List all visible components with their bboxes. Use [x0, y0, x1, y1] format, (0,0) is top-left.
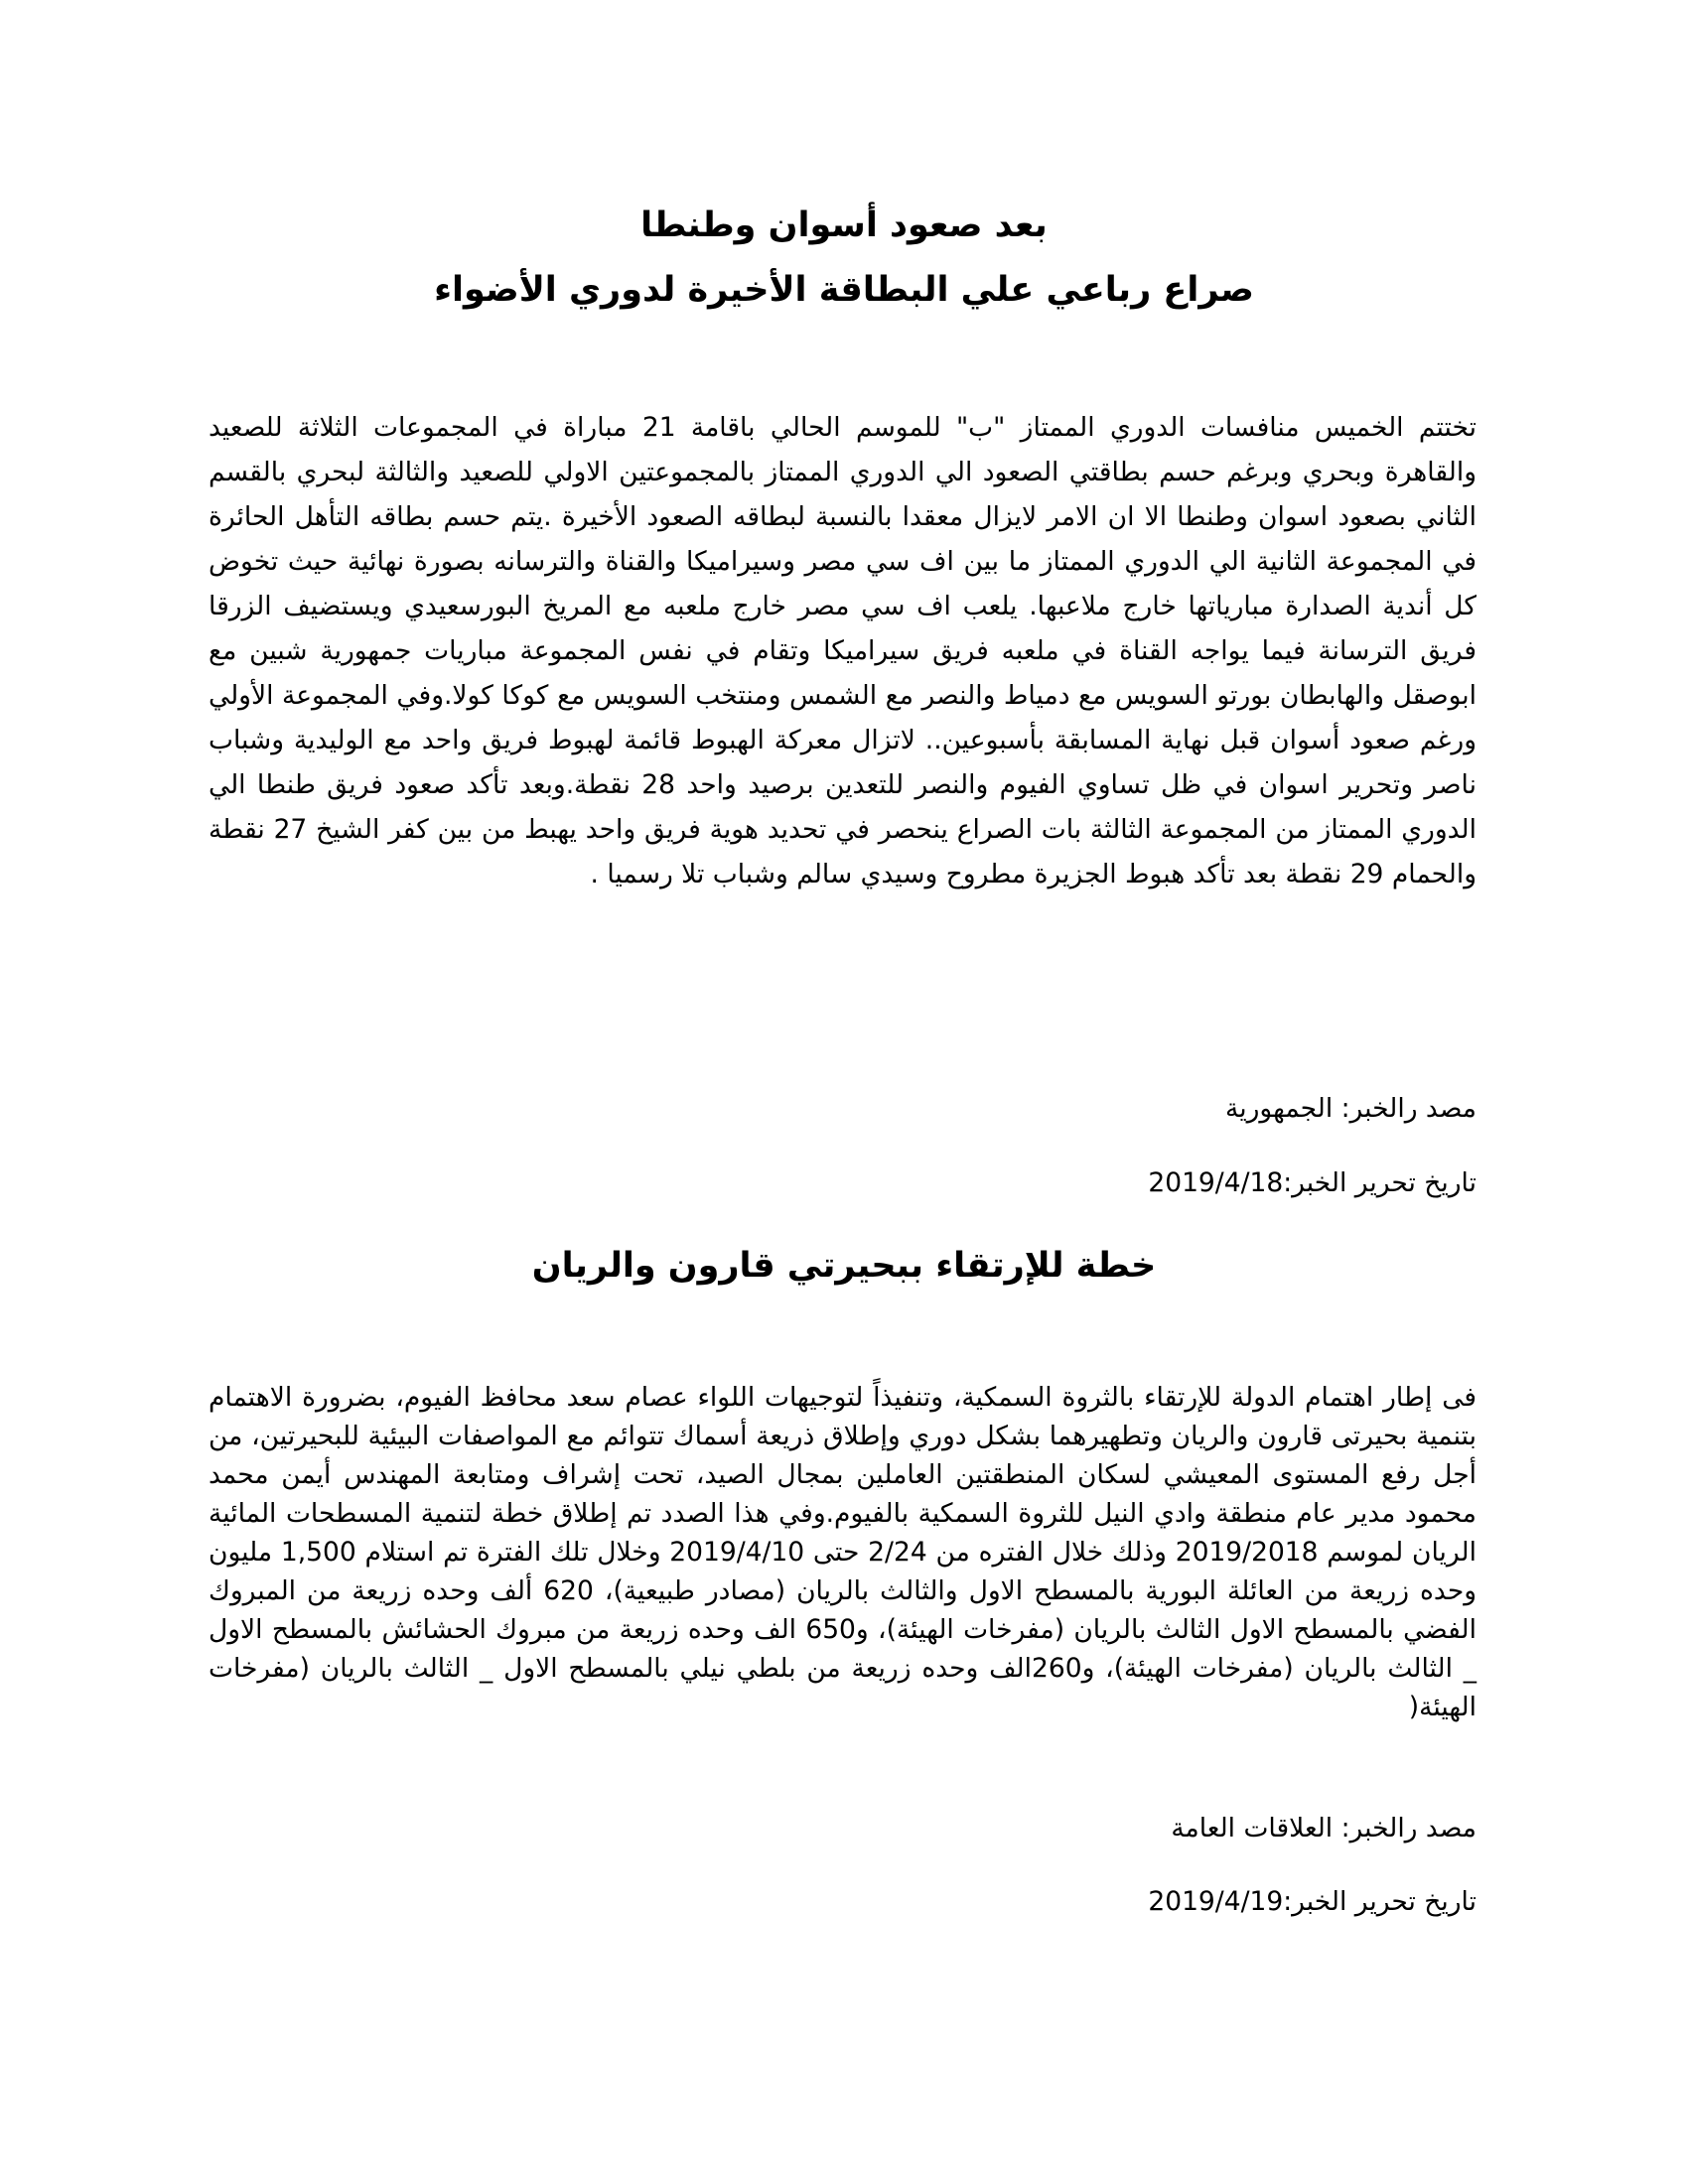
article1-title-line2: صراع رباعي علي البطاقة الأخيرة لدوري الأضواء [434, 270, 1254, 310]
article2-date: تاريخ تحرير الخبر:2019/4/19 [1148, 1886, 1477, 1917]
article1-body: تختتم الخميس منافسات الدوري الممتاز "ب" للموسم الحالي باقامة 21 مباراة في المجموعات الثلاثة للصعيد والقاهرة وبحري وبرغم حسم بطاقتي الصعود الي الدوري الممتاز بالمجموعتين الاولي للصعيد والثالثة لبحري بالقسم الثاني بصعود اسوان وطنطا الا ان الامر لايزال معقدا بالنسبة لبطاقه الصعود الأخيرة .يتم حسم بطاقه التأهل الحائرة في المجموعة الثانية الي الدوري الممتاز ما بين اف سي مصر وسيراميكا والقناة والترسانه بصورة نهائية حيث تخوض كل أندية الصدارة مبارياتها خارج ملاعبها. يلعب اف سي مصر خارج ملعبه مع المريخ البورسعيدي ويستضيف الزرقا فريق الترسانة فيما يواجه القناة في ملعبه فريق سيراميكا وتقام في نفس المجموعة مباريات جمهورية شبين مع ابوصقل والهابطان بورتو السويس مع دمياط والنصر مع الشمس ومنتخب السويس مع كوكا كولا.وفي المجموعة الأولي ورغم صعود أسوان قبل نهاية المسابقة بأسبوعين.. لاتزال معركة الهبوط قائمة لهبوط فريق واحد مع الوليدية وشباب ناصر وتحرير اسوان في ظل تساوي الفيوم والنصر للتعدين برصيد واحد 28 نقطة.وبعد تأكد صعود فريق طنطا الي الدوري الممتاز من المجموعة الثالثة بات الصراع ينحصر في تحديد هوية فريق واحد يهبط من بين كفر الشيخ 27 نقطة والحمام 29 نقطة بعد تأكد هبوط الجزيرة مطروح وسيدي سالم وشباب تلا رسميا . [209, 412, 1477, 889]
article1-title-line1: بعد صعود أسوان وطنطا [640, 205, 1048, 245]
article2-body: فى إطار اهتمام الدولة للإرتقاء بالثروة السمكية، وتنفيذاً لتوجيهات اللواء عصام سعد محافظ الفيوم، بضرورة الاهتمام بتنمية بحيرتى قارون والريان وتطهيرهما بشكل دوري وإطلاق ذريعة أسماك تتوائم مع المواصفات البيئية للبحيرتين، من أجل رفع المستوى المعيشي لسكان المنطقتين العاملين بمجال الصيد، تحت إشراف ومتابعة المهندس أيمن محمد محمود مدير عام منطقة وادي النيل للثروة السمكية بالفيوم.وفي هذا الصدد تم إطلاق خطة لتنمية المسطحات المائية الريان لموسم 2019/2018 وذلك خلال الفتره من 2/24 حتى 2019/4/10 وخلال تلك الفترة تم استلام 1,500 مليون وحده زريعة من العائلة البورية بالمسطح الاول والثالث بالريان (مصادر طبيعية)، 620 ألف وحده زريعة من المبروك الفضي بالمسطح الاول الثالث بالريان (مفرخات الهيئة)، و650 الف وحده زريعة من مبروك الحشائش بالمسطح الاول _ الثالث بالريان (مفرخات الهيئة)، و260الف وحده زريعة من بلطي نيلي بالمسطح الاول _ الثالث بالريان (مفرخات الهيئة( [209, 1382, 1477, 1722]
article1-date: تاريخ تحرير الخبر:2019/4/18 [1148, 1167, 1477, 1198]
article1-source: مصد رالخبر: الجمهورية [1225, 1093, 1477, 1124]
article2-title: خطة للإرتقاء ببحيرتي قارون والريان [531, 1246, 1157, 1286]
article2-source: مصد رالخبر: العلاقات العامة [1171, 1813, 1477, 1843]
